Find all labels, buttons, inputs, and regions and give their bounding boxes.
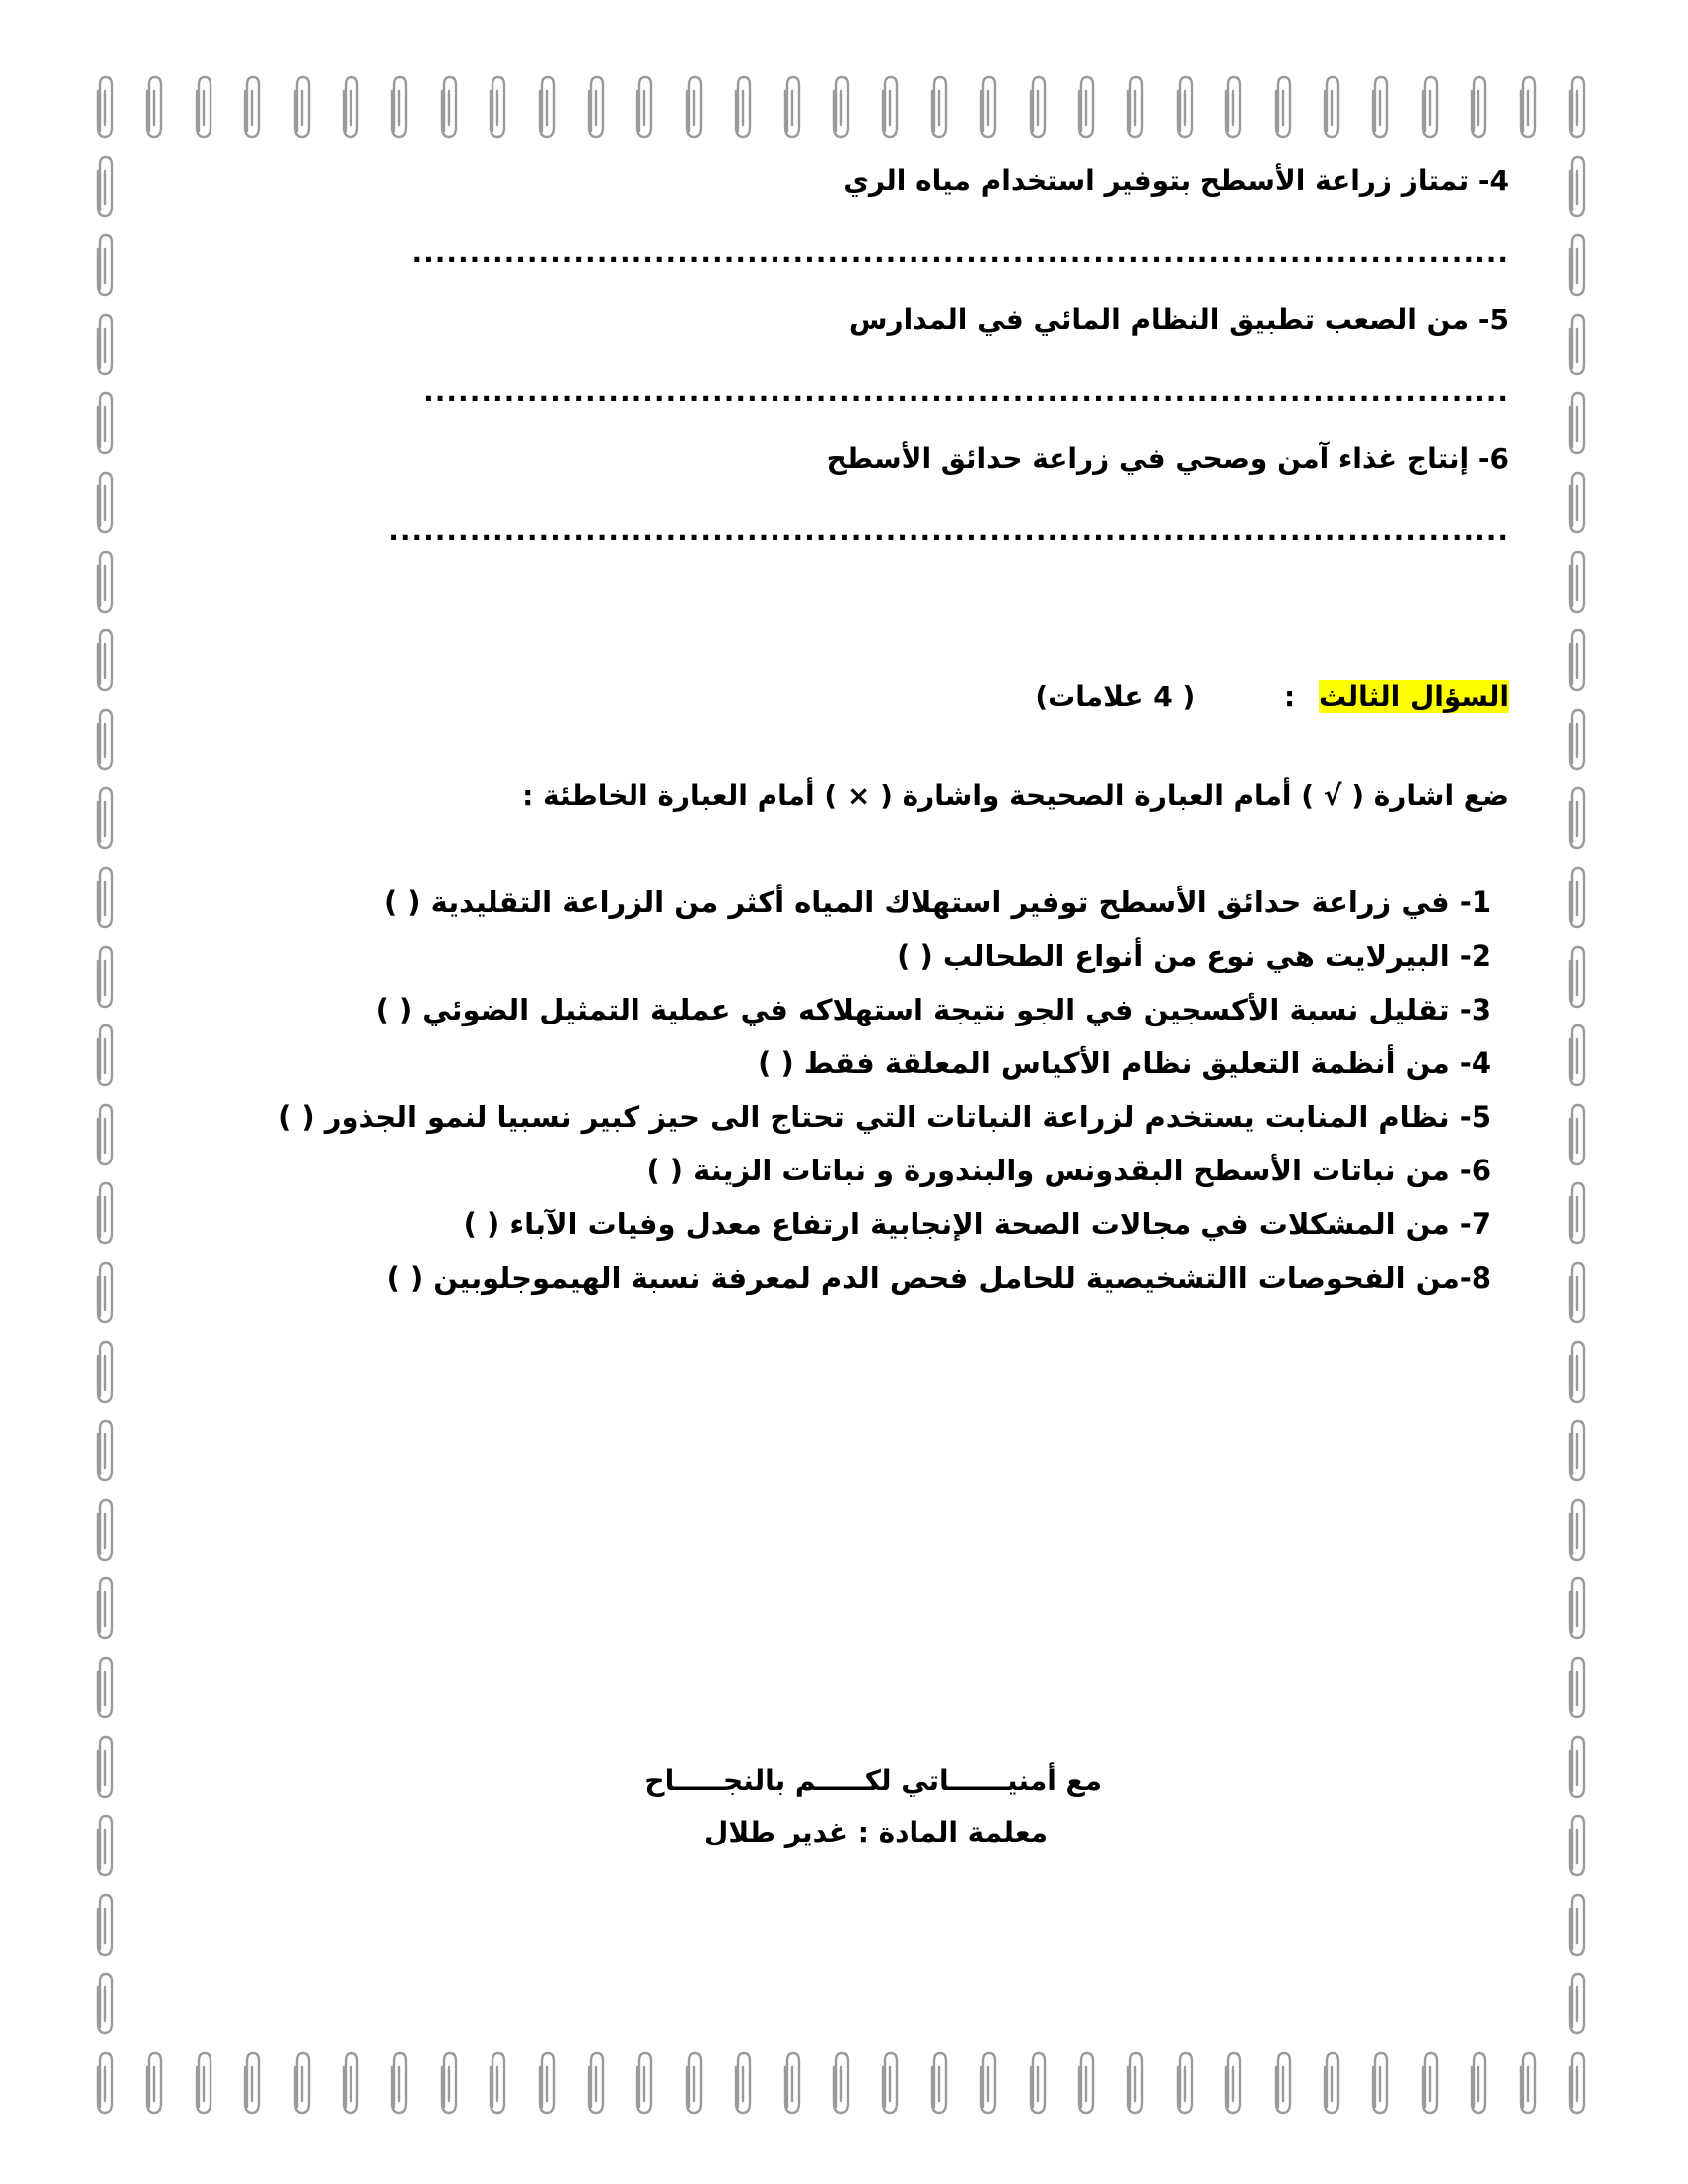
statement-6: 6- إنتاج غذاء آمن وصحي في زراعة حدائق الأسطح — [826, 442, 1509, 475]
paperclip-icon — [1563, 2047, 1591, 2116]
paperclip-icon — [1563, 1177, 1591, 1247]
paperclip-icon — [1563, 1099, 1591, 1168]
paperclip-icon — [91, 2047, 119, 2116]
answer-line-4: ............................................................................................... — [411, 236, 1509, 269]
tf-item-3: 3- تقليل نسبة الأكسجين في الجو نتيجة استهلاكه في عملية التمثيل الضوئي ( ) — [375, 993, 1491, 1026]
paperclip-icon — [140, 71, 168, 141]
paperclip-icon — [1563, 71, 1591, 141]
paperclip-icon — [91, 704, 119, 773]
paperclip-icon — [91, 1494, 119, 1564]
tf-item-7: 7- من المشكلات في مجالات الصحة الإنجابية ارتفاع معدل وفيات الآباء ( ) — [463, 1207, 1491, 1241]
paperclip-icon — [91, 941, 119, 1011]
paperclip-icon — [91, 1572, 119, 1642]
section3-title: السؤال الثالث — [1318, 680, 1509, 713]
paperclip-icon — [238, 71, 266, 141]
tf-item-4: 4- من أنظمة التعليق نظام الأكياس المعلقة فقط ( ) — [758, 1046, 1491, 1080]
paperclip-icon — [1563, 624, 1591, 694]
paperclip-icon — [91, 1968, 119, 2037]
answer-line-5: .............................................................................................. — [423, 375, 1509, 408]
paperclip-icon — [91, 1415, 119, 1484]
paperclip-icon — [1563, 1652, 1591, 1721]
paperclip-icon — [91, 309, 119, 378]
paperclip-icon — [1563, 782, 1591, 852]
paperclip-icon — [91, 546, 119, 615]
paperclip-icon — [91, 624, 119, 694]
page-content — [278, 0, 1509, 2184]
paperclip-icon — [1563, 229, 1591, 299]
closing-wish: مع أمنيــــــاتي لكـــــم بالنجـــــاح — [644, 1764, 1102, 1797]
paperclip-icon — [1563, 1494, 1591, 1564]
tf-item-1: 1- في زراعة حدائق الأسطح توفير استهلاك المياه أكثر من الزراعة التقليدية ( ) — [383, 886, 1491, 919]
paperclip-icon — [91, 782, 119, 852]
paperclip-icon — [1563, 1020, 1591, 1089]
tf-item-6: 6- من نباتات الأسطح البقدونس والبندورة و نباتات الزينة ( ) — [646, 1154, 1491, 1187]
paperclip-icon — [1563, 546, 1591, 615]
tf-item-8: 8-من الفحوصات االتشخيصية للحامل فحص الدم لمعرفة نسبة الهيموجلوبين ( ) — [386, 1261, 1491, 1295]
paperclip-icon — [91, 1177, 119, 1247]
paperclip-icon — [91, 71, 119, 141]
paperclip-icon — [91, 387, 119, 457]
statement-4: 4- تمتاز زراعة الأسطح بتوفير استخدام مياه الري — [843, 164, 1509, 197]
section3-instruction: ضع اشارة ( √ ) أمام العبارة الصحيحة واشارة ( × ) أمام العبارة الخاطئة : — [522, 779, 1509, 812]
paperclip-icon — [238, 2047, 266, 2116]
section3-marks: ( 4 علامات) — [1035, 680, 1196, 713]
paperclip-icon — [288, 2047, 316, 2116]
paperclip-icon — [190, 2047, 217, 2116]
paperclip-icon — [91, 1731, 119, 1801]
paperclip-icon — [1563, 1572, 1591, 1642]
paperclip-icon — [91, 1099, 119, 1168]
tf-item-5: 5- نظام المنابت يستخدم لزراعة النباتات التي تحتاج الى حيز كبير نسبيا لنمو الجذور ( ) — [278, 1100, 1491, 1134]
paperclip-icon — [91, 1020, 119, 1089]
paperclip-icon — [91, 1336, 119, 1406]
paperclip-icon — [288, 71, 316, 141]
paperclip-icon — [1563, 1968, 1591, 2037]
paperclip-icon — [91, 1810, 119, 1879]
section3-heading — [1035, 680, 1509, 713]
paperclip-icon — [1563, 1257, 1591, 1326]
paperclip-icon — [1563, 1336, 1591, 1406]
paperclip-icon — [1563, 941, 1591, 1011]
tf-item-2: 2- البيرلايت هي نوع من أنواع الطحالب ( ) — [897, 939, 1491, 973]
paperclip-icon — [1563, 387, 1591, 457]
paperclip-icon — [91, 862, 119, 931]
paperclip-icon — [91, 151, 119, 220]
teacher-name: معلمة المادة : غدير طلال — [704, 1816, 1048, 1848]
paperclip-icon — [1563, 1889, 1591, 1959]
paperclip-icon — [91, 1889, 119, 1959]
paperclip-icon — [1514, 71, 1542, 141]
paperclip-icon — [1563, 151, 1591, 220]
paperclip-icon — [1563, 862, 1591, 931]
paperclip-icon — [1563, 1731, 1591, 1801]
paperclip-icon — [1563, 704, 1591, 773]
paperclip-icon — [91, 1652, 119, 1721]
paperclip-icon — [1514, 2047, 1542, 2116]
paperclip-icon — [190, 71, 217, 141]
paperclip-icon — [1563, 1810, 1591, 1879]
paperclip-icon — [91, 1257, 119, 1326]
paperclip-icon — [1563, 309, 1591, 378]
statement-5: 5- من الصعب تطبيق النظام المائي في المدارس — [848, 303, 1509, 336]
paperclip-icon — [1563, 1415, 1591, 1484]
paperclip-icon — [91, 229, 119, 299]
paperclip-icon — [1563, 467, 1591, 536]
answer-line-6: ................................................................................................. — [388, 514, 1509, 547]
paperclip-icon — [91, 467, 119, 536]
section3-colon: : — [1284, 680, 1296, 713]
paperclip-icon — [140, 2047, 168, 2116]
